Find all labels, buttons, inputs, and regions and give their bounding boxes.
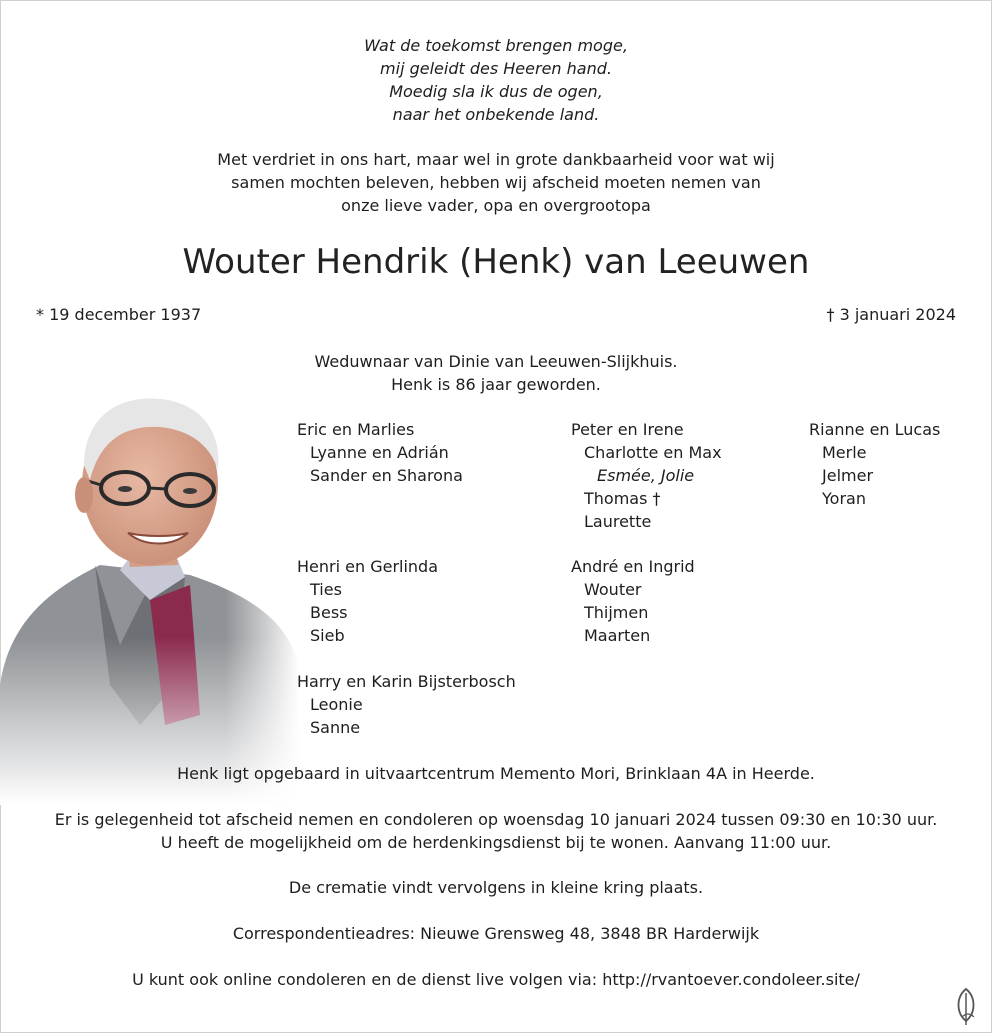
cremation-text: De crematie vindt vervolgens in kleine kring plaats. (288, 878, 704, 897)
family-parents: Henri en Gerlinda (297, 557, 439, 576)
family-child: Ties (310, 580, 342, 599)
family-parents: Peter en Irene (571, 420, 684, 439)
poem-line: Moedig sla ik dus de ogen, (389, 82, 603, 101)
family-child: Sieb (310, 626, 345, 645)
condolence-line: Er is gelegenheid tot afscheid nemen en condoleren op woensdag 10 januari 2024 tussen 09:30 en 10:30 uur. (54, 810, 938, 829)
condolence-line: U heeft de mogelijkheid om de herdenkingsdienst bij te wonen. Aanvang 11:00 uur. (160, 833, 832, 852)
poem-line: naar het onbekende land. (392, 105, 600, 124)
family-harry (297, 670, 516, 739)
family-child: Bess (310, 603, 348, 622)
family-andre (571, 555, 695, 647)
intro-line: samen mochten beleven, hebben wij afscheid moeten nemen van (231, 173, 761, 192)
portrait-photo (0, 385, 300, 805)
opgebaard-text: Henk ligt opgebaard in uitvaartcentrum Memento Mori, Brinklaan 4A in Heerde. (177, 764, 815, 783)
poem-line: Wat de toekomst brengen moge, (364, 36, 628, 55)
intro-line: onze lieve vader, opa en overgrootopa (341, 196, 651, 215)
family-henri (297, 555, 438, 647)
intro-line: Met verdriet in ons hart, maar wel in grote dankbaarheid voor wat wij (217, 150, 775, 169)
family-child: Maarten (584, 626, 651, 645)
family-child: Jelmer (822, 466, 874, 485)
deceased-name: Wouter Hendrik (Henk) van Leeuwen (182, 242, 810, 282)
family-parents: Eric en Marlies (297, 420, 415, 439)
family-peter (571, 418, 722, 533)
family-parents: Rianne en Lucas (809, 420, 941, 439)
family-parents: Harry en Karin Bijsterbosch (297, 672, 516, 691)
birth-date: * 19 december 1937 (36, 305, 202, 324)
family-child: Yoran (822, 489, 866, 508)
intro-text (0, 148, 992, 217)
family-child: Thomas † (584, 489, 661, 508)
correspondence-address: Correspondentieadres: Nieuwe Grensweg 48, 3848 BR Harderwijk (232, 924, 760, 943)
family-child: Wouter (584, 580, 642, 599)
family-child: Leonie (310, 695, 363, 714)
family-parents: André en Ingrid (571, 557, 695, 576)
family-eric (297, 418, 463, 487)
family-child: Thijmen (584, 603, 649, 622)
poem-line: mij geleidt des Heeren hand. (380, 59, 612, 78)
family-rianne (809, 418, 940, 510)
family-child: Lyanne en Adrián (310, 443, 449, 462)
family-child: Sanne (310, 718, 361, 737)
family-child: Charlotte en Max (584, 443, 722, 462)
death-date: † 3 januari 2024 (826, 305, 956, 324)
family-child: Laurette (584, 512, 652, 531)
widower-line: Henk is 86 jaar geworden. (391, 375, 601, 394)
family-grandchildren: Esmée, Jolie (597, 466, 695, 485)
poem (0, 34, 992, 126)
condolence-text (0, 808, 992, 854)
family-child: Sander en Sharona (310, 466, 463, 485)
family-child: Merle (822, 443, 867, 462)
online-condolence-text: U kunt ook online condoleren en de dienst live volgen via: http://rvantoever.condoleer.site/ (132, 970, 860, 989)
leaf-icon (952, 987, 980, 1027)
widower-line: Weduwnaar van Dinie van Leeuwen-Slijkhuis. (314, 352, 678, 371)
